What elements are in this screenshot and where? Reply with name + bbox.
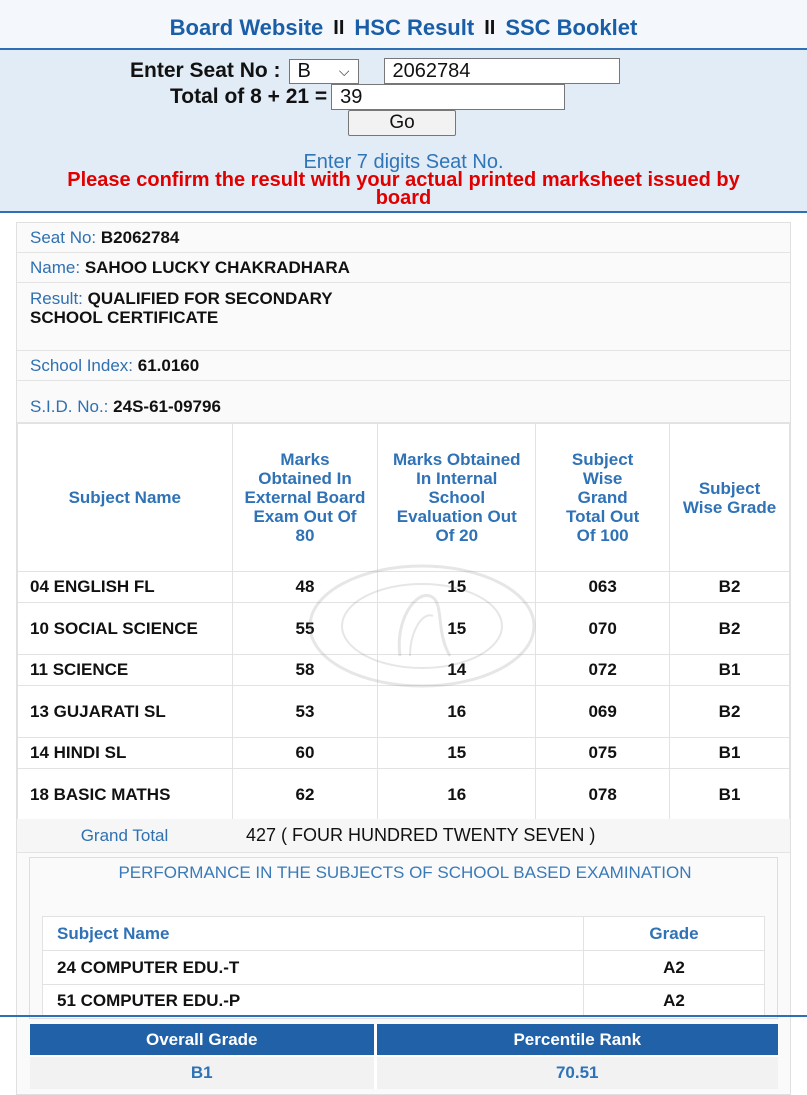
col-grade: Grade bbox=[584, 917, 765, 951]
warning-message: Please confirm the result with your actual printed marksheet issued by board bbox=[67, 169, 740, 209]
subject-cell: 24 COMPUTER EDU.-T bbox=[43, 951, 584, 985]
col-grand-total: Subject Wise Grand Total Out Of 100 bbox=[536, 424, 670, 572]
school-index-value: 61.0160 bbox=[137, 356, 200, 375]
nav-separator: II bbox=[484, 16, 496, 39]
external-cell: 58 bbox=[232, 655, 378, 686]
internal-cell: 15 bbox=[378, 603, 536, 655]
overall-result-table bbox=[30, 1024, 778, 1089]
overall-header-row bbox=[30, 1024, 778, 1056]
col-percentile-rank: Percentile Rank bbox=[375, 1024, 778, 1056]
seat-number-input[interactable] bbox=[384, 58, 620, 84]
internal-cell: 15 bbox=[378, 572, 536, 603]
col-subject-name: Subject Name bbox=[18, 424, 233, 572]
result-key: Result: bbox=[30, 289, 83, 308]
subject-cell: 04 ENGLISH FL bbox=[18, 572, 233, 603]
subject-cell: 14 HINDI SL bbox=[18, 738, 233, 769]
subject-cell: 18 BASIC MATHS bbox=[18, 769, 233, 821]
school-based-performance bbox=[29, 857, 778, 1019]
total-cell: 072 bbox=[536, 655, 670, 686]
seat-key: Seat No: bbox=[30, 228, 97, 247]
internal-cell: 16 bbox=[378, 686, 536, 738]
sid-row bbox=[17, 391, 790, 423]
result-value: QUALIFIED FOR SECONDARY SCHOOL CERTIFICATE bbox=[30, 289, 333, 327]
internal-cell: 15 bbox=[378, 738, 536, 769]
series-selected-value: B bbox=[297, 59, 311, 82]
total-cell: 078 bbox=[536, 769, 670, 821]
seat-search-form bbox=[0, 48, 807, 213]
chevron-down-icon: ⌵ bbox=[338, 62, 350, 79]
divider bbox=[0, 1015, 807, 1017]
table-row bbox=[18, 603, 790, 655]
result-info-row bbox=[17, 285, 790, 351]
seat-value: B2062784 bbox=[100, 228, 180, 247]
table-row bbox=[43, 951, 765, 985]
go-button[interactable]: Go bbox=[348, 110, 456, 136]
school-based-title: PERFORMANCE IN THE SUBJECTS OF SCHOOL BASED EXAMINATION bbox=[118, 863, 692, 882]
grand-total-value: 427 ( FOUR HUNDRED TWENTY SEVEN ) bbox=[246, 825, 596, 845]
captcha-row bbox=[170, 84, 565, 110]
external-cell: 55 bbox=[232, 603, 378, 655]
col-external-marks: Marks Obtained In External Board Exam Out Of 80 bbox=[232, 424, 378, 572]
subject-cell: 10 SOCIAL SCIENCE bbox=[18, 603, 233, 655]
overall-grade-value: B1 bbox=[30, 1056, 375, 1089]
name-key: Name: bbox=[30, 258, 81, 277]
grand-total-label: Grand Total bbox=[80, 825, 169, 845]
external-cell: 48 bbox=[232, 572, 378, 603]
table-row bbox=[18, 686, 790, 738]
seat-label: Enter Seat No : bbox=[130, 59, 281, 82]
total-cell: 075 bbox=[536, 738, 670, 769]
sid-key: S.I.D. No.: bbox=[30, 397, 109, 416]
col-overall-grade: Overall Grade bbox=[30, 1024, 375, 1056]
grade-cell: A2 bbox=[584, 951, 765, 985]
student-name: SAHOO LUCKY CHAKRADHARA bbox=[84, 258, 350, 277]
external-cell: 53 bbox=[232, 686, 378, 738]
board-website-link[interactable]: Board Website bbox=[169, 15, 324, 40]
subject-cell: 51 COMPUTER EDU.-P bbox=[43, 985, 584, 1017]
col-grade: Subject Wise Grade bbox=[670, 424, 790, 572]
grade-cell: B1 bbox=[670, 738, 790, 769]
table-row bbox=[18, 655, 790, 686]
seat-info-row bbox=[17, 223, 790, 253]
external-cell: 60 bbox=[232, 738, 378, 769]
grade-cell: B2 bbox=[670, 686, 790, 738]
school-based-table bbox=[42, 916, 765, 1017]
total-cell: 069 bbox=[536, 686, 670, 738]
subject-cell: 13 GUJARATI SL bbox=[18, 686, 233, 738]
table-row bbox=[30, 1056, 778, 1089]
seat-row bbox=[130, 58, 620, 84]
table-row bbox=[18, 738, 790, 769]
school-index-key: School Index: bbox=[30, 356, 134, 375]
table-row bbox=[18, 572, 790, 603]
name-info-row bbox=[17, 253, 790, 283]
col-internal-marks: Marks Obtained In Internal School Evaluation Out Of 20 bbox=[378, 424, 536, 572]
nav-separator: II bbox=[333, 16, 345, 39]
grade-cell: A2 bbox=[584, 985, 765, 1017]
ssc-booklet-link[interactable]: SSC Booklet bbox=[505, 15, 638, 40]
marks-table bbox=[17, 423, 790, 821]
grand-total-row bbox=[17, 819, 790, 853]
hsc-result-link[interactable]: HSC Result bbox=[354, 15, 475, 40]
grade-cell: B1 bbox=[670, 769, 790, 821]
grade-cell: B1 bbox=[670, 655, 790, 686]
internal-cell: 14 bbox=[378, 655, 536, 686]
percentile-rank-value: 70.51 bbox=[375, 1056, 778, 1089]
subject-cell: 11 SCIENCE bbox=[18, 655, 233, 686]
school-index-row bbox=[17, 351, 790, 381]
seat-hint: Enter 7 digits Seat No. bbox=[303, 151, 504, 173]
captcha-label: Total of 8 + 21 = bbox=[170, 85, 328, 108]
grade-cell: B2 bbox=[670, 603, 790, 655]
school-based-header-row bbox=[43, 917, 765, 951]
col-subject-name: Subject Name bbox=[43, 917, 584, 951]
grade-cell: B2 bbox=[670, 572, 790, 603]
captcha-input[interactable] bbox=[331, 84, 565, 110]
external-cell: 62 bbox=[232, 769, 378, 821]
sid-value: 24S-61-09796 bbox=[113, 397, 221, 416]
internal-cell: 16 bbox=[378, 769, 536, 821]
top-navigation bbox=[0, 0, 807, 48]
result-panel bbox=[16, 222, 791, 1095]
total-cell: 070 bbox=[536, 603, 670, 655]
total-cell: 063 bbox=[536, 572, 670, 603]
table-row bbox=[43, 985, 765, 1017]
marks-header-row bbox=[18, 424, 790, 572]
table-row bbox=[18, 769, 790, 821]
series-select[interactable] bbox=[289, 59, 359, 84]
